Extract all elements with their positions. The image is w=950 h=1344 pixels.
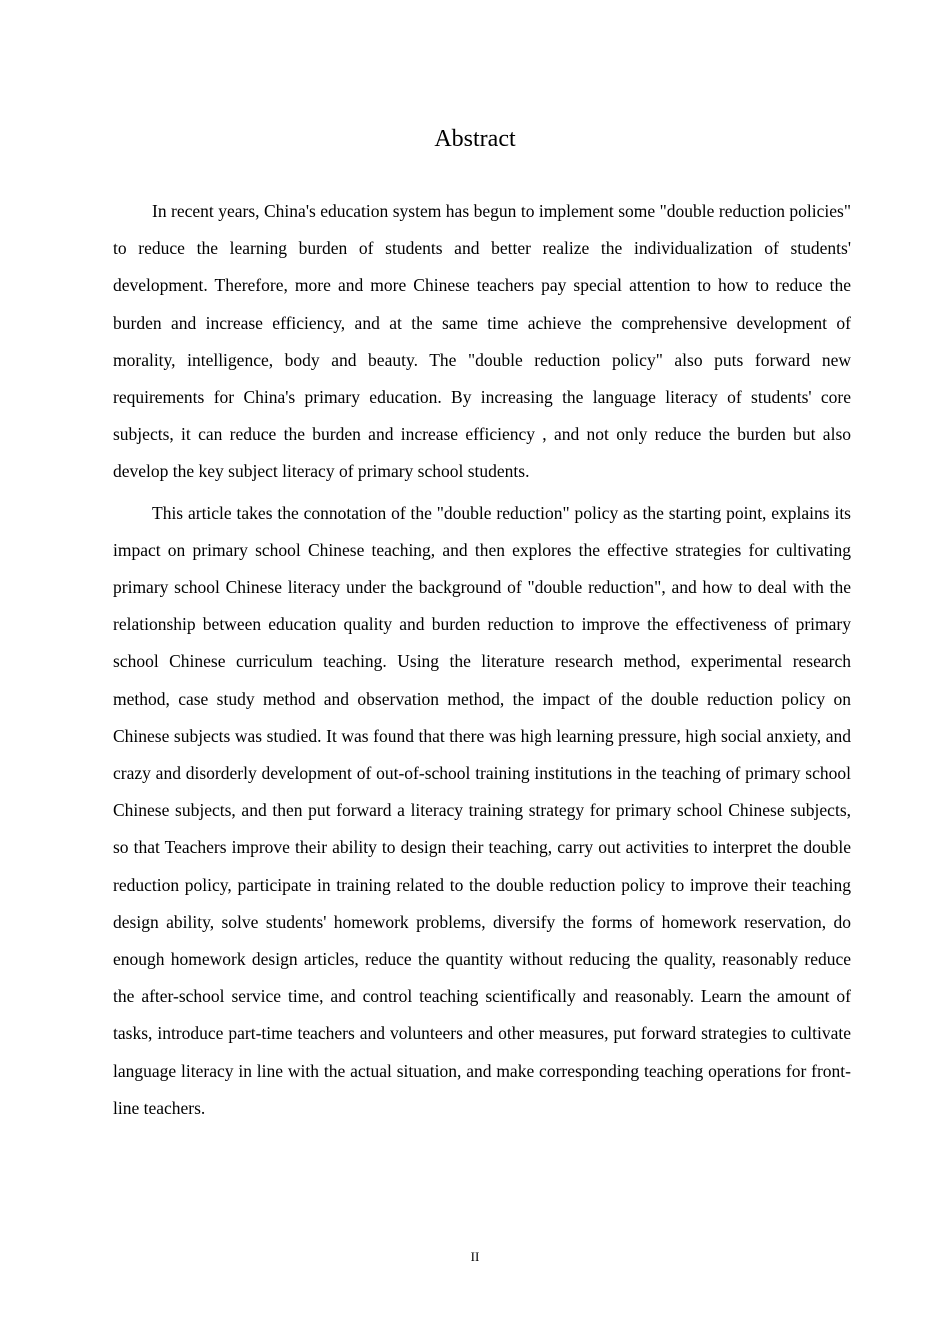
abstract-title: Abstract [434, 126, 516, 152]
abstract-body [113, 193, 851, 1131]
paragraph: In recent years, China's education system has begun to implement some "double reduction policies" to reduce the learning burden of students and better realize the individualization of students' development. Therefore, more and more Chinese teachers pay special attention to how to reduce the burden and increase efficiency, and at the same time achieve the comprehensive development of morality, intelligence, body and beauty. The "double reduction policy" also puts forward new requirements for China's primary education. By increasing the language literacy of students' core subjects, it can reduce the burden and increase efficiency , and not only reduce the burden but also develop the key subject literacy of primary school students. [113, 201, 851, 482]
page-number: II [470, 1249, 480, 1264]
paragraph: This article takes the connotation of the "double reduction" policy as the starting point, explains its impact on primary school Chinese teaching, and then explores the effective strategies for cultivating primary school Chinese literacy under the background of "double reduction", and how to deal with the relationship between education quality and burden reduction to improve the effectiveness of primary school Chinese curriculum teaching. Using the literature research method, experimental research method, case study method and observation method, the impact of the double reduction policy on Chinese subjects was studied. It was found that there was high learning pressure, high social anxiety, and crazy and disorderly development of out-of-school training institutions in the teaching of primary school Chinese subjects, and then put forward a literacy training strategy for primary school Chinese subjects, so that Teachers improve their ability to design their teaching, carry out activities to interpret the double reduction policy, participate in training related to the double reduction policy to improve their teaching design ability, solve students' homework problems, diversify the forms of homework reservation, do enough homework design articles, reduce the quantity without reducing the quality, reasonably reduce the after-school service time, and control teaching scientifically and reasonably. Learn the amount of tasks, introduce part-time teachers and volunteers and other measures, put forward strategies to cultivate language literacy in line with the actual situation, and make corresponding teaching operations for front-line teachers. [113, 502, 851, 1118]
